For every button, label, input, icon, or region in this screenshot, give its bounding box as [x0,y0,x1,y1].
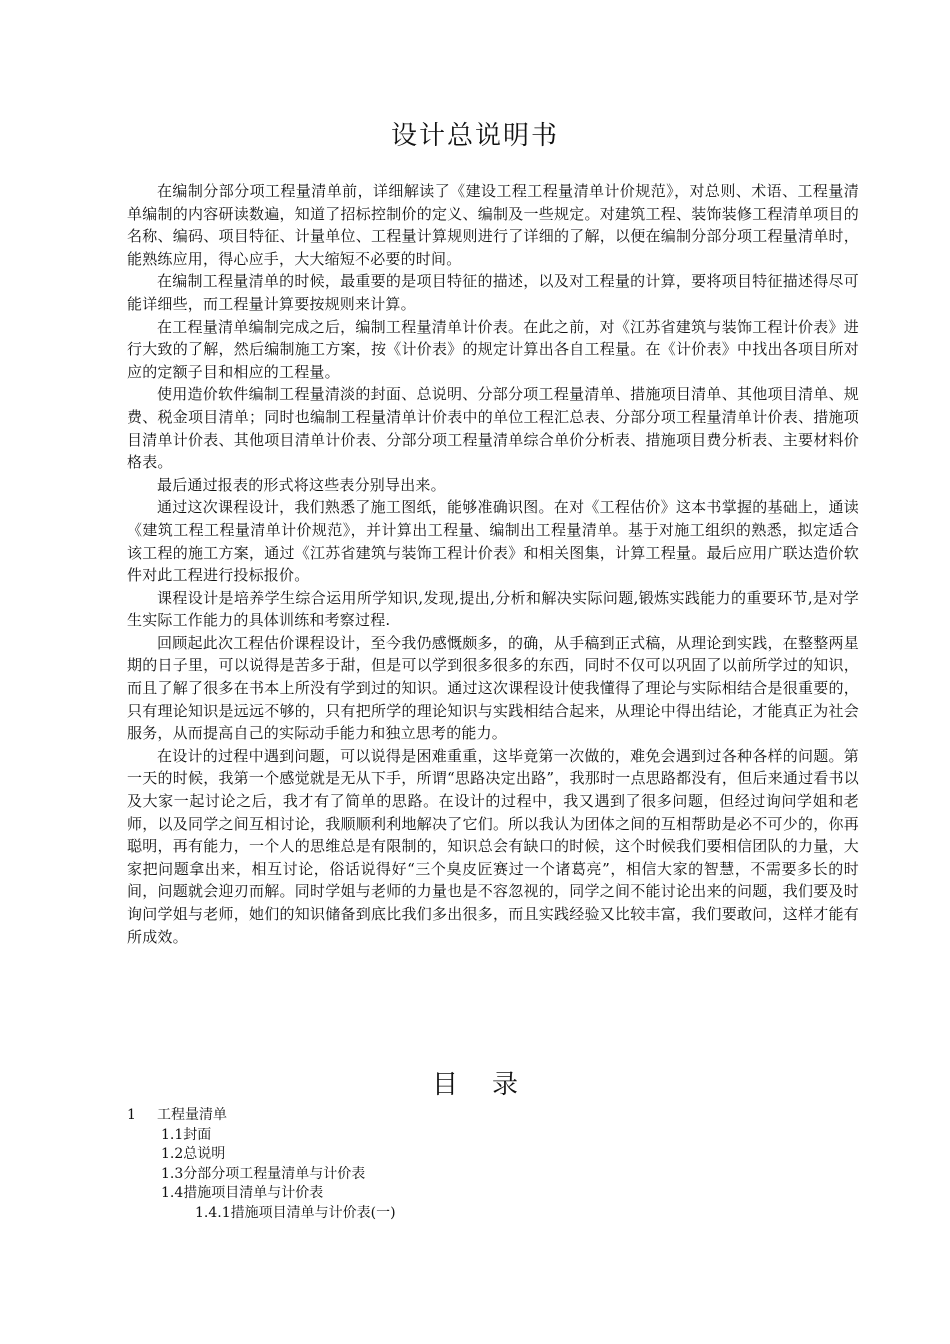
toc-title: 目录 [431,1070,552,1100]
toc-item-label: 1.3分部分项工程量清单与计价表 [161,1165,366,1182]
paragraph: 课程设计是培养学生综合运用所学知识,发现,提出,分析和解决实际问题,锻炼实践能力的重要环节,是对学生实际工作能力的具体训练和考察过程. [127,588,859,630]
toc-item-label: 1.4.1措施项目清单与计价表(一) [195,1204,396,1221]
toc-item-label: 1.1封面 [161,1126,212,1143]
paragraph: 在工程量清单编制完成之后，编制工程量清单计价表。在此之前，对《江苏省建筑与装饰工程计价表》进行大致的了解，然后编制施工方案，按《计价表》的规定计算出各自工程量。在《计价表》中找出各项目所对应的定额子目和相应的工程量。 [127,317,859,381]
toc-item[interactable] [127,1106,859,1126]
paragraph: 在编制分部分项工程量清单前，详细解读了《建设工程工程量清单计价规范》，对总则、术语、工程量清单编制的内容研读数遍，知道了招标控制价的定义、编制及一些规定。对建筑工程、装饰装修工程清单项目的名称、编码、项目特征、计量单位、工程量计算规则进行了详细的了解，以便在编制分部分项工程量清单时，能熟练应用，得心应手，大大缩短不必要的时间。 [127,182,859,268]
paragraph: 最后通过报表的形式将这些表分别导出来。 [157,475,446,494]
paragraph: 使用造价软件编制工程量清淡的封面、总说明、分部分项工程量清单、措施项目清单、其他项目清单、规费、税金项目清单；同时也编制工程量清单计价表中的单位工程汇总表、分部分项工程量清单计价表、措施项目清单计价表、其他项目清单计价表、分部分项工程量清单综合单价分析表、措施项目费分析表、主要材料价格表。 [127,385,859,472]
toc-item-label: 1.4措施项目清单与计价表 [161,1185,324,1201]
paragraph: 在设计的过程中遇到问题，可以说得是困难重重，这毕竟第一次做的，难免会遇到过各种各样的问题。第一天的时候，我第一个感觉就是无从下手，所谓“思路决定出路”，我那时一点思路都没有，但后来通过看书以及大家一起讨论之后，我才有了简单的思路。在设计的过程中，我又遇到了很多问题，但经过询问学姐和老师，以及同学之间互相讨论，我顺顺利利地解决了它们。所以我认为团体之间的互相帮助是必不可少的，你再聪明，再有能力，一个人的思维总是有限制的，知识总会有缺口的时候，这个时候我们要相信团队的力量，大家把问题拿出来，相互讨论，俗话说得好“三个臭皮匠赛过一个诸葛亮”，相信大家的智慧，不需要多长的时间，问题就会迎刃而解。同时学姐与老师的力量也是不容忽视的，同学之间不能讨论出来的问题，我们要及时询问学姐与老师，她们的知识储备到底比我们多出很多，而且实践经验又比较丰富，我们要敢问，这样才能有所成效。 [127,746,859,946]
document-body [127,180,859,948]
toc-item[interactable] [127,1204,859,1224]
table-of-contents [127,1106,859,1223]
toc-item-number: 1 [127,1107,136,1123]
toc-item[interactable] [127,1165,859,1185]
toc-item[interactable] [127,1145,859,1165]
toc-item[interactable] [127,1184,859,1204]
toc-item-label: 1.2总说明 [161,1146,226,1162]
paragraph: 通过这次课程设计，我们熟悉了施工图纸，能够准确识图。在对《工程估价》这本书掌握的基础上，通读《建筑工程工程量清单计价规范》，并计算出工程量、编制出工程量清单。基于对施工组织的熟悉，拟定适合该工程的施工方案，通过《江苏省建筑与装饰工程计价表》和相关图集，计算工程量。最后应用广联达造价软件对此工程进行投标报价。 [127,498,859,585]
toc-item[interactable] [127,1126,859,1146]
toc-item-label: 工程量清单 [157,1107,227,1123]
paragraph: 在编制工程量清单的时候，最重要的是项目特征的描述，以及对工程量的计算，要将项目特征描述得尽可能详细些，而工程量计算要按规则来计算。 [127,272,859,313]
paragraph: 回顾起此次工程估价课程设计，至今我仍感慨颇多，的确，从手稿到正式稿，从理论到实践，在整整两星期的日子里，可以说得是苦多于甜，但是可以学到很多很多的东西，同时不仅可以巩固了以前所学过的知识，而且了解了很多在书本上所没有学到过的知识。通过这次课程设计使我懂得了理论与实际相结合是很重要的，只有理论知识是远远不够的，只有把所学的理论知识与实践相结合起来，从理论中得出结论，才能真正为社会服务，从而提高自己的实际动手能力和独立思考的能力。 [127,633,859,743]
document-title: 设计总说明书 [390,121,559,151]
